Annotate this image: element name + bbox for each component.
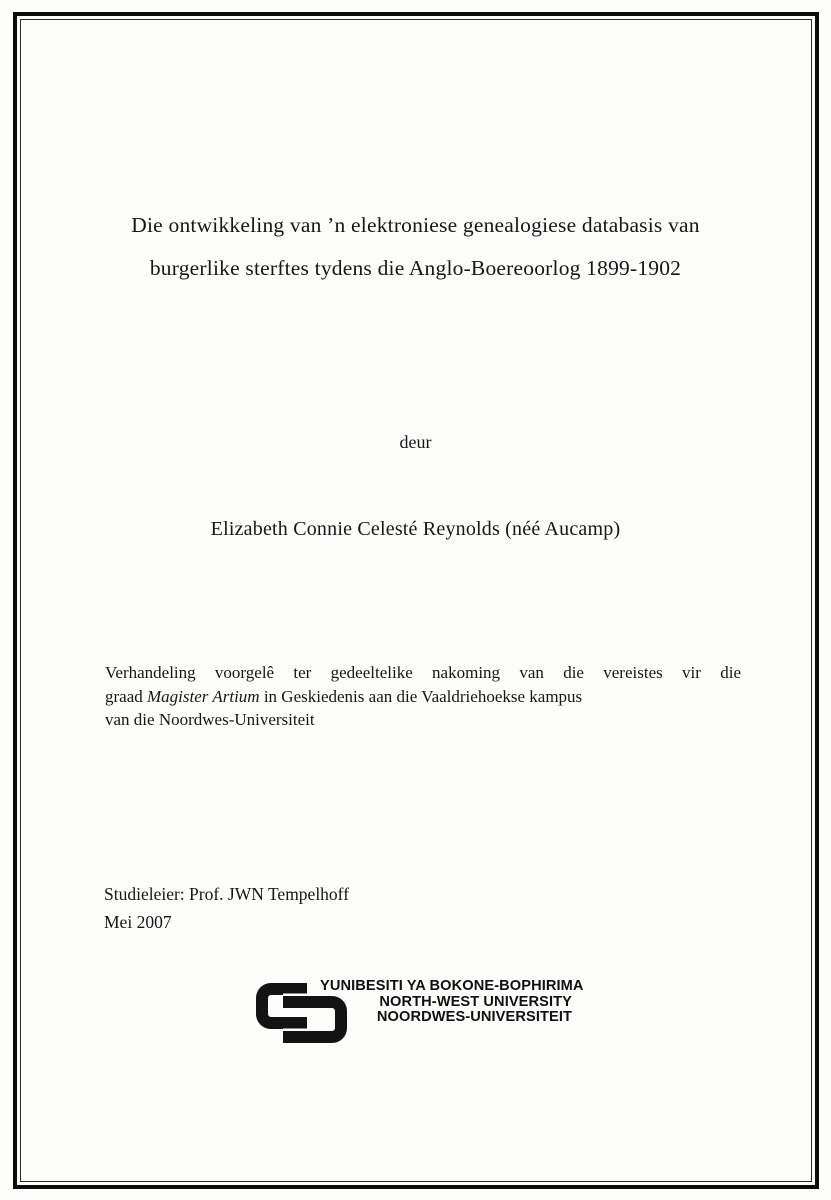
thesis-title-line-1: Die ontwikkeling van ’n elektroniese genealogiese databasis van — [131, 213, 700, 237]
university-name-setswana: YUNIBESITI YA BOKONE-BOPHIRIMA — [320, 978, 584, 994]
university-name-english: NORTH-WEST UNIVERSITY — [379, 993, 572, 1010]
thesis-title — [70, 204, 761, 290]
statement-line-3: van die Noordwes-Universiteit — [105, 710, 315, 729]
degree-name-italic: Magister Artium — [147, 686, 260, 706]
author-name: Elizabeth Connie Celesté Reynolds (néé Aucamp) — [210, 518, 621, 540]
imprint-block — [104, 881, 349, 936]
statement-line-2 — [105, 685, 741, 709]
statement-line-2-suffix: in Geskiedenis aan die Vaaldriehoekse kampus — [259, 686, 583, 706]
byline-label: deur — [399, 432, 432, 452]
submission-statement — [105, 661, 741, 732]
university-logo — [250, 976, 584, 1048]
statement-line-2-prefix: graad — [105, 686, 148, 706]
statement-line-1: Verhandeling voorgelê ter gedeeltelike nakoming van die vereistes vir die — [105, 663, 741, 682]
university-logo-wordmark — [320, 978, 584, 1026]
date-line: Mei 2007 — [104, 911, 172, 932]
thesis-title-line-2: burgerlike sterftes tydens die Anglo-Boereoorlog 1899-1902 — [149, 256, 682, 280]
supervisor-line: Studieleier: Prof. JWN Tempelhoff — [104, 884, 350, 904]
university-name-afrikaans: NOORDWES-UNIVERSITEIT — [376, 1009, 572, 1026]
